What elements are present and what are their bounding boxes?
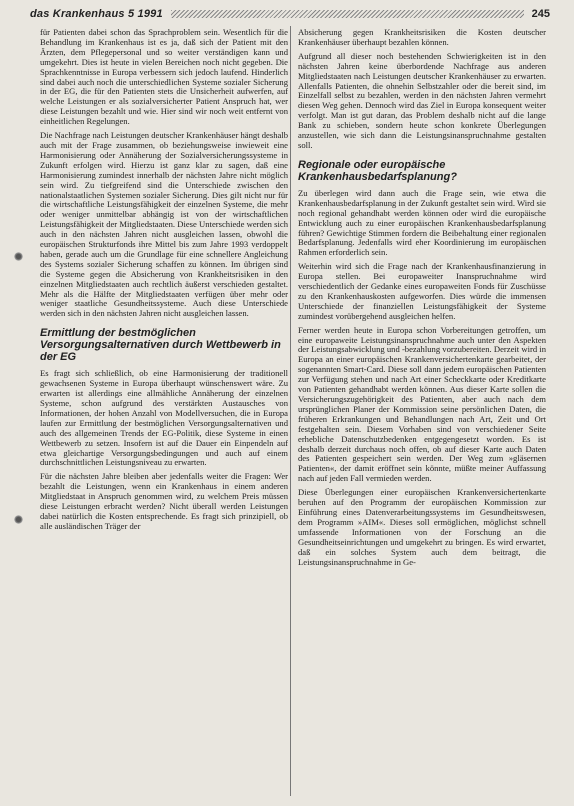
left-paragraph-3: Es fragt sich schließlich, ob eine Harmonisierung der traditionell gewachsenen Systeme in Europa überhaupt wünschenswert wäre. Zu erwarten ist allerdings eine allmähliche Annäherung der einzelnen Systeme, schon aufgrund des verstärkten Austausches von Informationen, der hohen Anzahl von Modellversuchen, die in Europa laufen zur Ermittlung der bestmöglichen Versorgungsalternativen und auch des allgemeinen Trends der EG-Politik, diese Systeme in einen Wettbewerb zu setzen. Insofern ist auf die Dauer ein Einpendeln auf etwa gleichartige Versorgungsbedingungen und auch auf einem durchschnittlichen Leistungsniveau zu erwarten.: [40, 368, 288, 468]
left-paragraph-2: Die Nachfrage nach Leistungen deutscher Krankenhäuser hängt deshalb auch mit der Frage zusammen, ob beziehungsweise inwieweit eine Harmonisierung oder Annäherung der Sozialversicherungssysteme in Zukunft erfolgen wird. Hierzu ist ganz klar zu sagen, daß eine Harmonisierung zumindest innerhalb der nächsten Jahre nicht möglich sein wird. Zu tiefgreifend sind die Unterschiede zwischen den nationalstaatlichen Systemen sozialer Sicherung. Dies gilt nicht nur für die wirtschaftliche Leistungsfähigkeit der einzelnen Systeme, die mehr oder weniger unmittelbar abhängig ist von der wirtschaftlichen Leistungsfähigkeit der Mitgliedstaaten. Diese Unterschiede werden sich auch in den nächsten Jahren nicht ausgleichen lassen, obwohl die europäischen Strukturfonds ihre Mittel bis zum Jahre 1993 verdoppelt haben, gerade auch um die Grundlage für eine schnellere Angleichung des Systems sozialer Sicherung schaffen zu können. Im übrigen sind die Systeme gegen die Absicherung von Krankheitsrisiken in den einzelnen Mitgliedstaaten auch rechtlich äußerst verschieden gestaltet. Mehr als die Hälfte der Mitgliedstaaten verfügen über mehr oder weniger staatliche Gesundheitssysteme. Auch diese Unterschiede werden sich in den nächsten Jahren nicht ausgleichen lassen.: [40, 130, 288, 319]
section-heading-bedarfsplanung: Regionale oder europäische Krankenhausbedarfsplanung?: [298, 158, 457, 183]
right-paragraph-2: Aufgrund all dieser noch bestehenden Schwierigkeiten ist in den nächsten Jahren keine überbordende Nachfrage aus anderen Mitgliedstaaten nach Leistungen deutscher Krankenhäuser zu erwarten. Allenfalls Patienten, die ohnehin Selbstzahler oder die bereit sind, im Einzelfall selbst zu bezahlen, werden in den nächsten Jahren vermehrt diesen Weg gehen. Dennoch wird das Ziel in Europa konsequent weiter verfolgt. Man ist gut daran, das Problem deshalb nicht auf die lange Bank zu schieben, sondern heute schon konkrete Überlegungen anzustellen, wie sich dann die Leistungsinanspruchnahme gestalten soll.: [298, 50, 546, 150]
right-paragraph-1: Absicherung gegen Krankheitsrisiken die Kosten deutscher Krankenhäuser überhaupt bezahlen können.: [298, 28, 546, 47]
journal-title: das Krankenhaus 5 1991: [30, 8, 163, 20]
right-paragraph-3: Zu überlegen wird dann auch die Frage sein, wie etwa die Krankenhausbedarfsplanung in der Zukunft gestaltet sein wird. Wird sie noch regional gehandhabt werden können oder wird die europäische Entwicklung auch zu einer europäischen Krankenhausbedarfsplanung führen? Gewichtige Stimmen fordern die Beibehaltung einer regionalen Bedarfsplanung. Jedenfalls wird eher Koordinierung im europäischen Rahmen erforderlich sein.: [298, 187, 546, 258]
left-column: [40, 28, 288, 798]
running-header: [30, 6, 550, 22]
column-divider: [290, 26, 291, 796]
right-column: [298, 28, 546, 798]
page-number: 245: [531, 8, 550, 20]
punch-hole-top: [14, 252, 23, 261]
section-heading-wettbewerb: Ermittlung der bestmöglichen Versorgungsalternativen durch Wettbewerb in der EG: [40, 327, 281, 364]
right-paragraph-4: Weiterhin wird sich die Frage nach der Krankenhausfinanzierung in Europa stellen. Bei europaweiter Inanspruchnahme wird verschiedentlich der Gedanke eines europaweiten Fonds für Zuschüsse zu den Krankenhauskosten aufgeworfen. Dies würde die immensen Unterschiede der finanziellen Leistungsfähigkeit der Systeme zumindest vorübergehend ausgleichen helfen.: [298, 261, 546, 321]
left-paragraph-4: Für die nächsten Jahre bleiben aber jedenfalls weiter die Fragen: Wer bezahlt die Leistungen, wenn ein Krankenhaus in einem anderen Mitgliedstaat in Anspruch genommen wird, zu welchem Preis müssen diese Leistungen erbracht werden? Nicht überall werden Leistungen dabei natürlich die Kosten entsprechende. Es fragt sich prinzipiell, ob alle ausländischen Träger der: [40, 471, 288, 531]
header-rule: [171, 10, 524, 18]
right-paragraph-6: Diese Überlegungen einer europäischen Krankenversichertenkarte beruhen auf den Programm der europäischen Kommission zur Einführung eines Datenverarbeitungssystems im Gesundheitswesen, dem Programm »AIM«. Dieses soll ermöglichen, möglichst schnell umfassende Informationen von der Forschung an die Gesundheitseinrichtungen und umgekehrt zu bringen. Es wird erwartet, daß ein solches System auch dem beitragt, die Leistungsinanspruchnahme in Ge-: [298, 487, 546, 567]
right-paragraph-5: Ferner werden heute in Europa schon Vorbereitungen getroffen, um eine europaweite Leistungsinanspruchnahme auch unter den Aspekten der Leistungsabwicklung und -bezahlung vorzubereiten. Derzeit wird in Europa an einer europäischen Krankenversichertenkarte gearbeitet, der sogenannten Smart-Card. Diese soll dann jedem europäischen Patienten zur Verfügung stehen und nach Art einer Scheckkarte oder Kreditkarte von Patienten gehandhabt werden können. Aus dieser Karte sollen die Versicherungszugehörigkeit des Patienten, aber auch nach dem ursprünglichen Planer der Kommission seine persönlichen Daten, die früheren Erkrankungen und Behandlungen nach Art, Zeit und Ort festgehalten sein. Diesem Vorhaben sind von verschiedener Seite erhebliche Datenschutzbedenken entgegengesetzt worden. Es ist deshalb derzeit durchaus noch offen, ob auf dieser Karte auch Daten des Patienten gespeichert sein werden. Der Weg zum »gläsernen Patienten«, der damit eröffnet sein könnte, müßte meiner Auffassung nach auf jeden Fall vermieden werden.: [298, 324, 546, 484]
punch-hole-bottom: [14, 515, 23, 524]
left-paragraph-1: für Patienten dabei schon das Sprachproblem sein. Wesentlich für die Behandlung im Krankenhaus ist es ja, daß sich der Patient mit den Ärzten, dem Pflegepersonal und so weiter verständigen kann und umgekehrt. Dies ist heute in vielen Bereichen noch nicht gegeben. Die Sprachkenntnisse in Europa verbessern sich jedoch laufend. Hinderlich sind dabei auch noch die unterschiedlichen Systeme sozialer Sicherung in der EG, die für den Patienten stets die Unsicherheit aufwerfen, auf welche Leistungen er als sozialversicherter Patient Anspruch hat, wer diese Leistungen bezahlt und wie. Hier sind wir noch weit entfernt von einheitlichen Regelungen.: [40, 28, 288, 127]
